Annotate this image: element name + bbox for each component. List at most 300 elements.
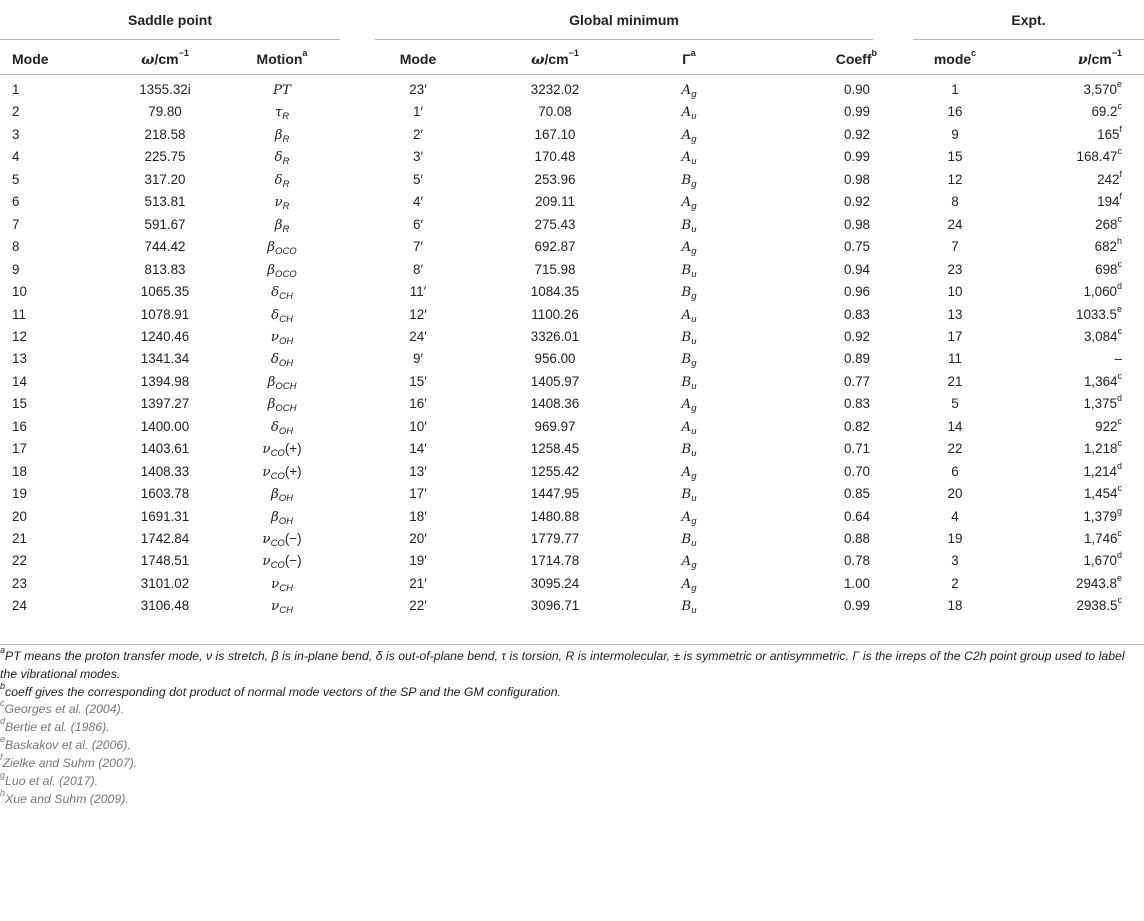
table-row [0,281,1144,303]
ex-nu-cell [1083,393,1122,412]
footnote-mark: e [0,734,6,745]
motion-suffix: (+) [284,441,302,457]
motion-subscript: OH [278,335,294,347]
group-rule-global-minimum [375,39,873,40]
gm-gamma-cell [681,374,697,392]
gm-gamma-cell [681,599,697,617]
sp-motion-cell [273,83,291,97]
nu-value: 1,214 [1083,463,1117,479]
gm-omega-cell: 3096.71 [530,598,580,614]
motion-symbol: δ [270,352,279,368]
motion-symbol: β [267,262,276,278]
gamma-subscript: u [691,223,697,235]
gamma-symbol: A [681,127,692,143]
footnote-g [0,769,1144,791]
gm-gamma-cell [681,262,697,280]
sp-omega-cell: 1355.32i [139,82,191,97]
gm-gamma-cell [681,554,697,572]
gm-gamma-cell [681,352,697,370]
sp-motion-cell [262,463,302,482]
gamma-subscript: u [691,313,697,325]
ex-nu-cell [1083,550,1122,569]
footnote-text: Baskakov et al. (2006). [5,738,131,753]
sp-mode-cell: 1 [12,82,20,97]
nu-reference-mark: e [1116,572,1122,583]
gm-mode-cell: 23′ [409,82,427,97]
gm-coeff-cell: 0.99 [843,149,870,165]
nu-reference-mark: f [1119,123,1122,134]
motion-symbol: β [274,217,283,233]
gm-mode-cell: 7′ [413,239,423,255]
col-header-nu [1077,48,1122,68]
nu-reference-mark: f [1119,191,1122,202]
sp-mode-cell: 13 [12,351,27,367]
gamma-subscript: u [691,380,697,392]
gamma-symbol: B [681,352,692,368]
ex-nu-cell [1076,595,1122,614]
sp-motion-cell [270,329,294,347]
gm-coeff-cell: 0.92 [843,126,870,142]
gamma-subscript: u [691,605,697,617]
sp-mode-cell: 20 [12,508,27,524]
nu-reference-mark: c [1117,146,1122,157]
nu-value: 1,060 [1083,284,1117,300]
motion-symbol: δ [274,172,283,188]
gamma-subscript: g [691,560,697,572]
nu-reference-mark: e [1116,303,1122,314]
gamma-symbol: B [681,172,692,188]
sp-omega-cell: 3101.02 [140,575,190,591]
gm-coeff-cell: 0.85 [843,486,870,502]
gm-gamma-cell [681,240,697,258]
motion-subscript: CO [270,538,285,549]
ex-nu-cell [1083,79,1122,97]
gm-mode-cell: 17′ [409,486,427,502]
motion-suffix: (+) [284,463,302,479]
table-row [0,483,1144,505]
nu-value: 165 [1097,126,1120,142]
ex-nu-cell [1115,352,1122,365]
nu-value: 2938.5 [1076,598,1118,614]
gm-omega-cell: 167.10 [534,126,576,142]
gm-omega-cell: 70.08 [538,104,572,120]
table-row [0,146,1144,168]
motion-symbol: β [274,127,283,143]
group-global-minimum [375,0,873,42]
footnote-c [0,698,1144,719]
table-row [0,169,1144,191]
footnote-mark: a [0,645,6,655]
sp-mode-cell: 18 [12,463,27,479]
gm-mode-cell: 6′ [413,216,423,232]
gm-mode-cell: 16′ [409,396,427,412]
ex-nu-cell [1091,101,1122,120]
footnote-text: PT means the proton transfer mode, ν is stretch, β is in-plane bend, δ is out-of-plane bend, τ is torsion, R is intermolecular, ± is symmetric or antisymmetric. Γ is the irreps of the C2h point group used to label the vibrational modes. [0,649,1125,681]
gamma-subscript: g [691,246,697,258]
sp-motion-cell [267,240,297,258]
gm-gamma-cell [681,442,697,460]
omega-symbol: ω [141,52,155,68]
table-row [0,461,1144,483]
motion-symbol: δ [271,285,280,301]
sp-omega-cell: 1078.91 [140,306,190,322]
gm-gamma-cell [681,105,697,123]
gm-gamma-cell [681,464,697,482]
nu-value: 1,379 [1083,508,1117,524]
motion-symbol: ν [271,599,280,615]
ex-mode-cell: 14 [947,418,963,434]
gm-coeff-cell: 0.92 [843,194,870,210]
gm-mode-cell: 19′ [409,553,427,569]
gm-mode-cell: 2′ [413,126,423,142]
group-rule-saddle-point [0,39,340,40]
sp-motion-cell [274,105,290,123]
sp-omega-cell: 1603.78 [140,486,190,502]
col-header-sp-motion [256,48,308,67]
ex-mode-cell: 12 [947,171,963,187]
sp-motion-cell [267,262,297,280]
gm-mode-cell: 5′ [413,171,423,187]
sp-motion-cell [271,487,293,505]
nu-reference-mark: c [1117,438,1122,449]
gm-coeff-cell: 0.77 [843,373,870,389]
sp-mode-cell: 16 [12,418,27,434]
ex-mode-cell: 16 [947,104,963,120]
gm-mode-cell: 4′ [413,194,423,210]
footnote-h [0,787,1144,809]
sp-motion-cell [262,553,302,572]
motion-subscript: OH [278,493,293,505]
group-title-saddle-point: Saddle point [128,12,212,28]
ex-mode-cell: 19 [947,531,963,546]
footnote-b [0,680,1144,702]
nu-value: 3,570 [1083,82,1117,97]
motion-subscript: CO [270,448,285,460]
motion-subscript: OCH [275,380,297,392]
motion-symbol: ν [262,532,271,547]
motion-symbol: ν [274,195,283,211]
col-header-gm-omega [531,48,579,68]
nu-reference-mark: c [1117,101,1122,112]
sp-motion-cell [274,127,290,145]
gamma-symbol: B [681,599,692,615]
footnote-text: Zielke and Suhm (2007). [2,755,138,770]
footnote-text: Georges et al. (2004). [4,702,125,717]
motion-subscript: CO [270,470,285,482]
nu-symbol: ν [1077,52,1088,68]
sp-omega-cell: 1065.35 [140,284,190,300]
gm-omega-cell: 1480.88 [530,508,580,524]
sp-mode-cell: 17 [12,441,27,457]
table-row [0,438,1144,460]
sp-motion-cell [270,352,294,370]
ex-nu-cell [1097,123,1122,142]
gamma-symbol: B [681,262,692,278]
sp-motion-cell [274,195,290,213]
footnote-mark: c [0,698,5,709]
sp-omega-cell: 513.81 [144,194,186,210]
gamma-symbol: B [681,329,692,345]
nu-value: 1,454 [1083,486,1118,502]
ex-mode-footnote-mark: c [971,48,977,58]
motion-subscript: R [282,111,290,123]
sp-omega-cell: 1403.61 [140,441,190,457]
sp-mode-cell: 4 [12,149,20,165]
footnote-text: Luo et al. (2017). [5,773,98,788]
gm-gamma-cell [681,576,697,594]
motion-symbol: β [267,397,276,413]
motion-label: Motion [256,51,303,67]
omega-exponent: −1 [178,48,189,58]
table-row [0,191,1144,213]
footnote-text: Xue and Suhm (2009). [5,791,129,806]
table-row [0,528,1144,550]
gamma-subscript: g [691,291,697,303]
table-footnotes [0,645,1144,808]
gm-gamma-cell [681,532,697,549]
nu-reference-mark: c [1117,370,1122,381]
ex-mode-cell: 7 [951,239,959,255]
sp-omega-cell: 1742.84 [140,531,190,546]
omega-unit: /cm [154,51,179,67]
motion-symbol: β [267,240,276,256]
ex-nu-cell [1076,303,1122,322]
table-row [0,595,1144,617]
gm-gamma-cell [681,127,697,145]
omega-exponent: −1 [568,48,579,58]
table-row [0,79,1144,101]
gm-mode-cell: 10′ [409,418,427,434]
gm-mode-cell: 15′ [409,373,427,389]
gamma-subscript: g [691,358,697,370]
motion-subscript: R [282,133,290,145]
ex-nu-cell [1083,528,1122,546]
gamma-subscript: g [691,515,697,527]
sp-omega-cell: 1691.31 [140,508,190,524]
gm-coeff-cell: 0.71 [843,441,870,457]
gamma-subscript: u [691,335,697,347]
gm-omega-cell: 3326.01 [530,328,580,344]
footnote-f [0,751,1144,773]
gamma-symbol: B [681,285,692,301]
ex-mode-cell: 22 [947,441,963,457]
gm-mode-cell: 12′ [409,306,427,322]
motion-symbol: PT [273,83,291,98]
nu-reference-mark: c [1117,213,1122,224]
gamma-symbol: A [681,419,692,435]
nu-reference-mark: c [1117,258,1122,269]
gm-coeff-cell: 0.88 [843,531,870,546]
footnote-a [0,645,1140,684]
sp-mode-cell: 19 [12,486,27,502]
gm-gamma-cell [681,307,697,325]
motion-subscript: R [282,178,290,190]
motion-subscript: OCO [275,246,297,258]
ex-nu-cell [1083,460,1122,479]
nu-reference-mark: f [1119,168,1122,179]
ex-mode-cell: 1 [951,82,959,97]
ex-nu-cell [1083,325,1122,344]
nu-value: 1,375 [1083,396,1117,412]
ex-nu-cell [1083,483,1122,502]
motion-symbol: β [271,509,279,525]
sp-mode-cell: 10 [12,284,27,300]
footnote-mark: b [0,680,6,691]
gm-gamma-cell [681,217,697,235]
gm-gamma-cell [681,329,697,347]
ex-nu-cell [1094,236,1122,255]
col-header-gm-mode: Mode [399,51,437,67]
sp-mode-cell: 14 [12,373,27,389]
sp-mode-cell: 21 [12,531,27,546]
gm-coeff-cell: 0.78 [843,553,870,569]
nu-value: – [1114,351,1122,367]
ex-mode-cell: 18 [947,598,963,614]
sp-motion-cell [270,419,294,437]
gm-omega-cell: 1779.77 [530,531,580,546]
ex-mode-cell: 6 [951,463,959,479]
omega-symbol: ω [531,52,545,68]
gm-gamma-cell [681,509,697,527]
gamma-symbol: B [681,442,692,458]
gm-coeff-cell: 0.64 [843,508,870,524]
gamma-symbol: A [681,240,692,256]
nu-value: 268 [1095,216,1118,232]
gm-gamma-cell [681,83,697,100]
ex-mode-cell: 4 [951,508,959,524]
gm-mode-cell: 1′ [413,104,423,120]
gamma-subscript: g [691,89,697,100]
nu-value: 1,218 [1083,441,1118,457]
gm-mode-cell: 14′ [409,441,427,457]
sp-omega-cell: 1748.51 [140,553,190,569]
gamma-symbol: B [681,374,692,390]
gamma-subscript: g [691,133,697,145]
gm-omega-cell: 1258.45 [530,441,580,457]
motion-subscript: CH [279,582,293,594]
ex-mode-cell: 11 [948,351,962,367]
motion-subscript: CH [279,313,293,325]
footnote-e [0,734,1144,755]
sp-mode-cell: 7 [12,216,20,232]
sp-motion-cell [262,531,302,549]
footnote-mark: d [0,716,6,727]
footnote-mark: h [0,787,6,798]
gm-omega-cell: 209.11 [535,194,575,210]
gm-mode-cell: 11′ [409,284,427,300]
ex-nu-cell [1095,415,1122,434]
gm-omega-cell: 170.48 [534,149,576,165]
ex-mode-cell: 15 [947,149,963,165]
sp-omega-cell: 1341.34 [140,351,190,367]
sp-motion-cell [271,576,293,594]
nu-value: 242 [1097,171,1120,187]
table-row [0,124,1144,146]
sp-motion-cell [271,509,293,527]
gm-gamma-cell [681,150,697,168]
col-header-ex-mode [933,48,977,67]
motion-symbol: ν [262,554,271,570]
group-expt [913,0,1144,42]
header-rule [0,74,1144,75]
motion-symbol: δ [270,419,279,435]
gm-omega-cell: 1084.35 [530,284,580,300]
gm-mode-cell: 21′ [409,575,427,591]
gamma-label: Γ [682,51,691,67]
motion-subscript: OCH [275,403,297,415]
nu-reference-mark: g [1116,505,1122,516]
gamma-symbol: A [681,105,692,121]
motion-subscript: R [282,201,290,213]
gm-omega-cell: 1447.95 [530,486,580,502]
nu-reference-mark: c [1117,483,1122,494]
ex-nu-cell [1083,438,1122,457]
col-header-gamma [682,48,696,67]
gamma-symbol: A [681,307,692,323]
sp-motion-cell [271,599,293,617]
table-row [0,371,1144,393]
table-row [0,416,1144,438]
gamma-symbol: B [681,217,692,233]
gamma-subscript: u [691,268,697,280]
motion-symbol: β [267,374,276,390]
gm-mode-cell: 18′ [409,508,427,524]
motion-subscript: R [282,156,290,168]
table-row [0,348,1144,370]
table-row [0,101,1144,123]
nu-reference-mark: d [1116,281,1122,292]
ex-nu-cell [1097,168,1122,187]
group-title-expt: Expt. [1011,12,1046,28]
gm-coeff-cell: 0.83 [843,306,870,322]
gm-coeff-cell: 0.94 [843,261,870,277]
nu-reference-mark: c [1117,528,1122,538]
sp-mode-cell: 22 [12,553,27,569]
gamma-subscript: u [691,538,697,549]
table-row [0,214,1144,236]
sp-omega-cell: 218.58 [144,126,186,142]
motion-suffix: (−) [284,553,302,569]
sp-mode-cell: 5 [12,171,20,187]
gamma-symbol: A [681,554,692,570]
gm-coeff-cell: 0.89 [843,351,870,367]
ex-mode-cell: 21 [947,373,963,389]
motion-symbol: ν [271,576,280,592]
sp-motion-cell [274,172,290,190]
sp-mode-cell: 6 [12,194,20,210]
gm-gamma-cell [681,195,697,213]
coeff-footnote-mark: b [871,48,877,58]
gm-omega-cell: 1714.78 [530,553,580,569]
sp-omega-cell: 1400.00 [140,418,190,434]
ex-mode-cell: 20 [947,486,963,502]
gm-coeff-cell: 0.75 [843,239,870,255]
sp-omega-cell: 79.80 [148,104,182,120]
gamma-symbol: A [681,195,692,211]
gamma-footnote-mark: a [690,48,696,58]
col-header-coeff [835,48,877,67]
ex-mode-cell: 9 [951,126,959,142]
table-row [0,506,1144,528]
gamma-symbol: A [681,150,692,166]
motion-subscript: OH [278,425,294,437]
gm-omega-cell: 253.96 [534,171,576,187]
gamma-subscript: g [691,403,697,415]
gamma-symbol: A [681,464,692,480]
nu-value: 1,364 [1083,373,1118,389]
gamma-symbol: A [681,509,692,525]
nu-reference-mark: h [1116,236,1122,247]
